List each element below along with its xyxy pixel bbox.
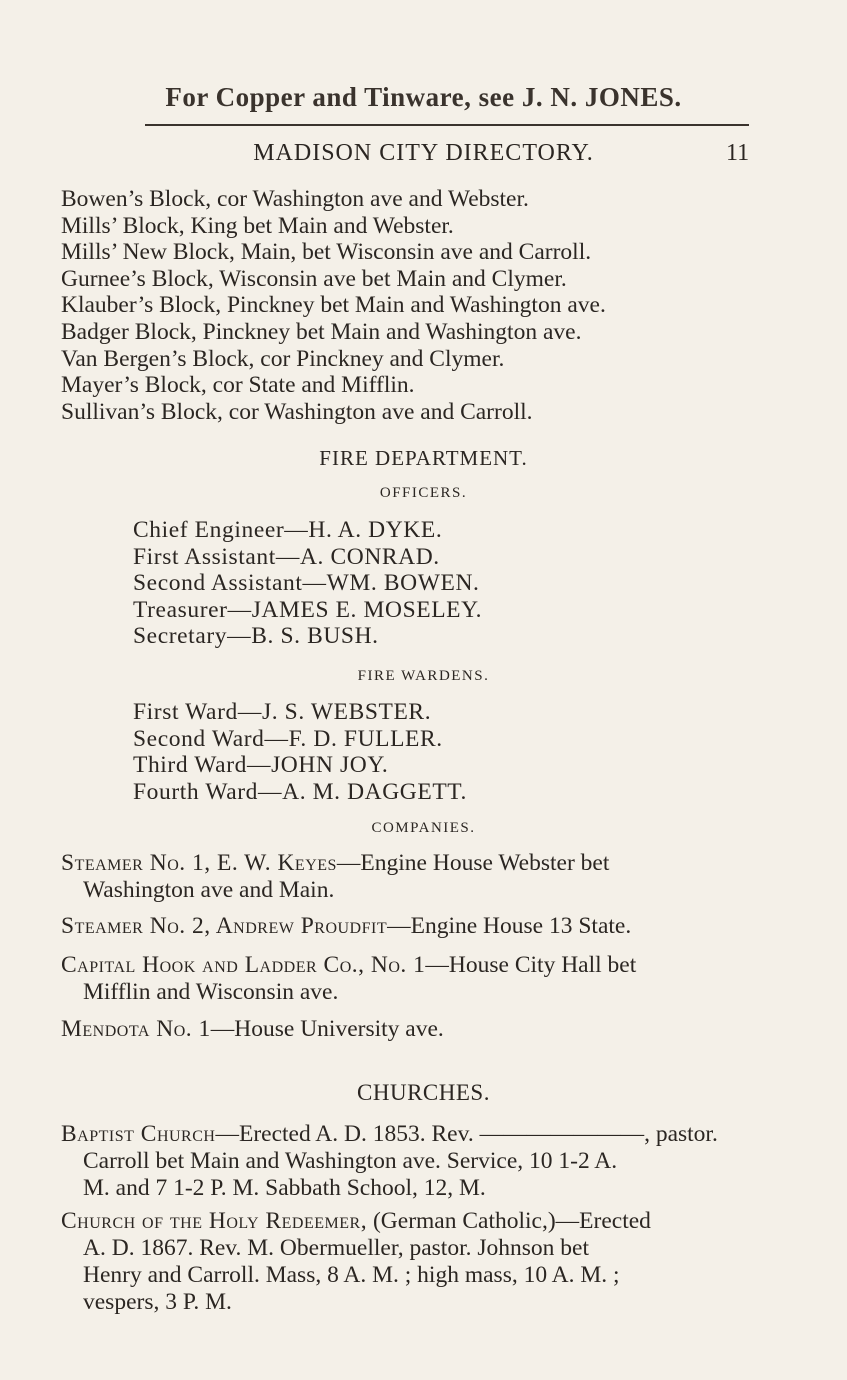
list-item: Chief Engineer—H. A. DYKE. <box>133 517 443 543</box>
list-item: Badger Block, Pinckney bet Main and Washington ave. <box>61 318 582 345</box>
church-detail-continued: Carroll bet Main and Washington ave. Service, 10 1-2 A. <box>83 1148 618 1174</box>
header-rule <box>145 124 749 126</box>
company-detail: —Engine House 13 State. <box>387 913 632 939</box>
list-item: Mills’ New Block, Main, bet Wisconsin ave and Carroll. <box>61 239 592 266</box>
company-name: Capital Hook and Ladder Co., No. 1 <box>61 952 426 978</box>
running-head: MADISON CITY DIRECTORY. <box>253 140 594 166</box>
business-blocks-list <box>61 186 606 425</box>
church-detail-continued: A. D. 1867. Rev. M. Obermueller, pastor. Johnson bet <box>83 1235 589 1261</box>
list-item: Treasurer—JAMES E. MOSELEY. <box>133 596 483 623</box>
company-detail-continued: Washington ave and Main. <box>83 877 335 903</box>
company-detail: —Engine House Webster bet <box>336 850 610 876</box>
church-detail: (German Catholic,)—Erected <box>367 1208 651 1234</box>
church-detail-continued: M. and 7 1-2 P. M. Sabbath School, 12, M. <box>83 1175 486 1201</box>
fire-department-heading: FIRE DEPARTMENT. <box>319 446 528 470</box>
company-detail: —House University ave. <box>210 1016 444 1042</box>
company-entry <box>61 1016 761 1043</box>
companies-heading: COMPANIES. <box>371 820 476 836</box>
list-item: Second Assistant—WM. BOWEN. <box>133 570 480 596</box>
church-entry <box>61 1121 761 1202</box>
advertisement-banner: For Copper and Tinware, see J. N. JONES. <box>165 82 682 112</box>
officers-list <box>133 517 482 650</box>
list-item: First Ward—J. S. WEBSTER. <box>133 699 432 725</box>
wardens-list <box>133 699 467 805</box>
church-name: Baptist Church <box>61 1121 216 1147</box>
company-detail: —House City Hall bet <box>425 952 637 978</box>
company-entry <box>61 952 761 1006</box>
church-detail: —Erected A. D. 1853. Rev. ———————, pastor. <box>215 1121 718 1147</box>
fire-wardens-heading: FIRE WARDENS. <box>357 668 490 684</box>
list-item: Sullivan’s Block, cor Washington ave and Carroll. <box>61 398 533 425</box>
list-item: Secretary—B. S. BUSH. <box>133 623 379 649</box>
officers-heading: OFFICERS. <box>379 485 468 501</box>
list-item: Mayer’s Block, cor State and Mifflin. <box>61 372 415 399</box>
list-item: Second Ward—F. D. FULLER. <box>133 725 443 752</box>
list-item: Gurnee’s Block, Wisconsin ave bet Main and Clymer. <box>61 265 567 292</box>
company-entry <box>61 850 761 904</box>
list-item: Bowen’s Block, cor Washington ave and Webster. <box>61 186 529 212</box>
page-number: 11 <box>726 140 750 166</box>
company-name: Steamer No. 2, Andrew Proudfit <box>61 913 388 939</box>
church-entry <box>61 1208 761 1316</box>
churches-heading: CHURCHES. <box>357 1080 490 1105</box>
list-item: Mills’ Block, King bet Main and Webster. <box>61 212 454 239</box>
list-item: Van Bergen’s Block, cor Pinckney and Clymer. <box>61 345 505 372</box>
company-entry <box>61 913 761 940</box>
church-name: Church of the Holy Redeemer, <box>61 1208 368 1234</box>
company-detail-continued: Mifflin and Wisconsin ave. <box>83 979 339 1005</box>
list-item: Fourth Ward—A. M. DAGGETT. <box>133 778 467 805</box>
church-detail-continued: Henry and Carroll. Mass, 8 A. M. ; high mass, 10 A. M. ; <box>83 1262 620 1288</box>
church-detail-continued: vespers, 3 P. M. <box>83 1289 232 1315</box>
list-item: Klauber’s Block, Pinckney bet Main and Washington ave. <box>61 292 606 319</box>
company-name: Steamer No. 1, E. W. Keyes <box>61 850 337 876</box>
list-item: Third Ward—JOHN JOY. <box>133 752 389 778</box>
list-item: First Assistant—A. CONRAD. <box>133 543 440 570</box>
company-name: Mendota No. 1 <box>61 1016 211 1042</box>
